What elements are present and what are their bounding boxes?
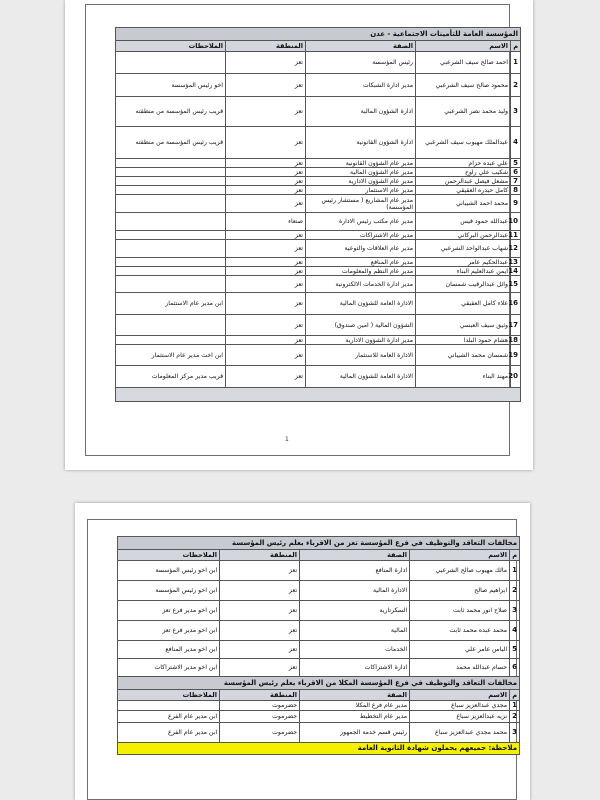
row-position: مدير عام الشؤون المالية: [306, 168, 416, 177]
row-name: وثيق سيف العبسي: [416, 315, 511, 336]
header-name: الاسم: [416, 41, 511, 52]
row-position: مدير عام المشاريع ( مستشار رئيس المؤسسة): [306, 195, 416, 213]
row-position: ادارة الشؤون المالية: [306, 97, 416, 127]
row-notes: [116, 168, 226, 177]
row-notes: [116, 186, 226, 195]
row-number: 2: [510, 711, 520, 723]
row-position: الادارة العامة للاستثمار: [306, 345, 416, 366]
row-region: تعز: [226, 186, 306, 195]
row-name: عبدالله حمود قيس: [416, 213, 511, 231]
row-name: علي عبده حزام: [416, 159, 511, 168]
row-name: محمد عبده محمد ثابت: [410, 621, 510, 641]
row-number: 8: [511, 186, 521, 195]
table-row: [116, 186, 521, 195]
row-number: 3: [510, 601, 520, 621]
row-notes: قريب مدير مركز المعلومات: [116, 366, 226, 388]
row-region: حضرموت: [220, 711, 300, 723]
row-region: تعز: [226, 267, 306, 276]
row-position: السكرتارية: [300, 601, 410, 621]
table-row: [118, 581, 520, 601]
row-position: مدير عام فرع المكلا: [300, 701, 410, 711]
table-row: [116, 127, 521, 159]
row-notes: قريب رئيس المؤسسة من منطقته: [116, 127, 226, 159]
table-row: [116, 276, 521, 293]
row-notes: ابن اخو مدير المنافع: [118, 641, 220, 659]
row-position: مدير عام مكتب رئيس الادارة: [306, 213, 416, 231]
row-number: 5: [510, 641, 520, 659]
row-position: الادارة المالية: [300, 581, 410, 601]
row-region: تعز: [226, 168, 306, 177]
row-name: محمود صالح سيف الشرعبي: [416, 74, 511, 97]
row-position: مدير عام العلاقات والتوعية: [306, 240, 416, 258]
table-row: [116, 345, 521, 366]
row-position: مدير ادارة الشؤون الادارية: [306, 336, 416, 345]
row-name: شمسان محمد الشيباني: [416, 345, 511, 366]
row-position: رئيس المؤسسة: [306, 52, 416, 74]
row-notes: ابن اخو مدير فرع تعز: [118, 601, 220, 621]
row-position: المالية: [300, 621, 410, 641]
header-notes: الملاحظات: [118, 550, 220, 561]
row-region: تعز: [226, 74, 306, 97]
row-notes: [118, 701, 220, 711]
table-row: [116, 52, 521, 74]
row-number: 11: [511, 231, 521, 240]
section-title-row: [118, 677, 520, 690]
footer-cell: [116, 388, 521, 402]
row-position: ادارة الشؤون القانونية: [306, 127, 416, 159]
row-number: 3: [511, 97, 521, 127]
row-number: 17: [511, 315, 521, 336]
row-name: وليد محمد نصر الشرعبي: [416, 97, 511, 127]
row-notes: [116, 258, 226, 267]
row-position: الادارة العامة للشؤون المالية: [306, 366, 416, 388]
row-notes: قريب رئيس المؤسسة من منطقته: [116, 97, 226, 127]
row-notes: [116, 276, 226, 293]
row-name: مجدي عبدالعزيز سباع: [410, 701, 510, 711]
row-region: تعز: [220, 621, 300, 641]
table-row: [118, 711, 520, 723]
row-region: تعز: [226, 345, 306, 366]
header-row: [118, 690, 520, 701]
table-title-mukalla: مخالفات التعاقد والتوظيف في فرع المؤسسة المكلا من الاقرباء بعلم رئيس المؤسسة: [118, 677, 520, 690]
table-row: [116, 159, 521, 168]
row-name: مهند البناء: [416, 366, 511, 388]
row-region: تعز: [220, 641, 300, 659]
row-number: 6: [510, 659, 520, 677]
row-region: تعز: [220, 581, 300, 601]
table-row: [118, 701, 520, 711]
note-row: [118, 743, 520, 755]
row-position: مدير عام الاستثمار: [306, 186, 416, 195]
row-notes: [116, 159, 226, 168]
row-position: مدير ادارة الخدمات الالكترونية: [306, 276, 416, 293]
row-region: حضرموت: [220, 723, 300, 743]
table-row: [116, 258, 521, 267]
row-number: 20: [511, 366, 521, 388]
table-row: [116, 315, 521, 336]
row-position: مدير عام الشؤون الادارية: [306, 177, 416, 186]
row-notes: اخو رئيس المؤسسة: [116, 74, 226, 97]
row-position: ادارة الاشتراكات: [300, 659, 410, 677]
row-position: الشؤون المالية ( امين صندوق): [306, 315, 416, 336]
page-number: 1: [285, 436, 289, 443]
row-region: تعز: [226, 240, 306, 258]
header-num: م: [510, 690, 520, 701]
row-number: 2: [511, 74, 521, 97]
row-number: 1: [510, 561, 520, 581]
row-region: صنعاء: [226, 213, 306, 231]
row-notes: ابن اخو مدير الاشتراكات: [118, 659, 220, 677]
header-notes: الملاحظات: [116, 41, 226, 52]
table-row: [118, 621, 520, 641]
row-region: تعز: [226, 293, 306, 315]
row-name: محمد مجدي عبدالعزيز سباع: [410, 723, 510, 743]
row-number: 14: [511, 267, 521, 276]
table-row: [116, 366, 521, 388]
row-name: وائل عبدالرقيب شمسان: [416, 276, 511, 293]
document-page-1: [65, 0, 533, 470]
row-position: مدير عام الشؤون القانونية: [306, 159, 416, 168]
table-row: [116, 293, 521, 315]
header-position: الصفة: [300, 690, 410, 701]
row-name: عبدالملك مهيوب سيف الشرعبي: [416, 127, 511, 159]
row-number: 3: [510, 723, 520, 743]
row-region: تعز: [226, 258, 306, 267]
row-name: الياس عامر علي: [410, 641, 510, 659]
row-name: نزيه عبدالعزيز سباع: [410, 711, 510, 723]
row-number: 16: [511, 293, 521, 315]
row-region: تعز: [226, 177, 306, 186]
row-region: تعز: [226, 127, 306, 159]
table-row: [118, 561, 520, 581]
row-region: تعز: [226, 159, 306, 168]
row-region: حضرموت: [220, 701, 300, 711]
table-row: [116, 336, 521, 345]
row-notes: ابن اخت مدير عام الاستثمار: [116, 345, 226, 366]
row-name: كامل حيدره العقيقي: [416, 186, 511, 195]
row-name: عبدالرحمن البركاني: [416, 231, 511, 240]
row-position: مدير عام الاشتراكات: [306, 231, 416, 240]
row-name: ابراهيم صالح: [410, 581, 510, 601]
row-number: 19: [511, 345, 521, 366]
row-region: تعز: [226, 336, 306, 345]
header-name: الاسم: [410, 690, 510, 701]
header-region: المنطقة: [226, 41, 306, 52]
row-notes: ابن اخو رئيس المؤسسة: [118, 561, 220, 581]
row-number: 10: [511, 213, 521, 231]
table-row: [116, 267, 521, 276]
row-name: ايمن عبدالعليم البناء: [416, 267, 511, 276]
row-position: مدير ادارة الشبكات: [306, 74, 416, 97]
table-row: [118, 659, 520, 677]
row-notes: [116, 213, 226, 231]
row-position: مدير عام التخطيط: [300, 711, 410, 723]
violations-table: [117, 536, 520, 755]
row-name: احمد صالح سيف الشرعبي: [416, 52, 511, 74]
header-name: الاسم: [410, 550, 510, 561]
row-name: شكيب علي راوح: [416, 168, 511, 177]
row-region: تعز: [220, 601, 300, 621]
header-region: المنطقة: [220, 550, 300, 561]
table-row: [116, 177, 521, 186]
row-region: تعز: [220, 659, 300, 677]
row-notes: [116, 267, 226, 276]
row-region: تعز: [226, 195, 306, 213]
row-number: 9: [511, 195, 521, 213]
row-notes: ابن مدير عام الاستثمار: [116, 293, 226, 315]
row-name: عبدالحكيم عامر: [416, 258, 511, 267]
row-name: هشام حمود البلدا: [416, 336, 511, 345]
table-title: المؤسسة العامة للتأمينات الاجتماعية - عدن: [116, 28, 521, 41]
row-region: تعز: [226, 52, 306, 74]
row-region: تعز: [226, 315, 306, 336]
row-number: 6: [511, 168, 521, 177]
header-region: المنطقة: [220, 690, 300, 701]
table-row: [118, 641, 520, 659]
row-position: ادارة المنافع: [300, 561, 410, 581]
row-notes: ابن مدير عام الفرع: [118, 711, 220, 723]
row-notes: [116, 336, 226, 345]
row-name: مالك مهيوب صالح الشرعبي: [410, 561, 510, 581]
row-notes: ابن اخو رئيس المؤسسة: [118, 581, 220, 601]
table-row: [116, 195, 521, 213]
header-position: الصفة: [300, 550, 410, 561]
row-notes: [116, 231, 226, 240]
row-number: 12: [511, 240, 521, 258]
row-position: الادارة العامة للشؤون المالية: [306, 293, 416, 315]
row-position: الخدمات: [300, 641, 410, 659]
row-name: مشعل فيصل عبدالرحمن: [416, 177, 511, 186]
row-notes: [116, 315, 226, 336]
header-position: الصفة: [306, 41, 416, 52]
row-region: تعز: [226, 276, 306, 293]
row-name: صلاح انور محمد ثابت: [410, 601, 510, 621]
row-region: تعز: [226, 231, 306, 240]
row-name: حسام عبدالله محمد: [410, 659, 510, 677]
note-text: ملاحظة: جميعهم يحملون شهادة الثانوية العامة: [118, 743, 520, 755]
table-footer-row: [116, 388, 521, 402]
row-region: تعز: [226, 366, 306, 388]
row-number: 2: [510, 581, 520, 601]
table-row: [116, 97, 521, 127]
header-num: م: [510, 550, 520, 561]
table-row: [118, 723, 520, 743]
table-title-taiz: مخالفات التعاقد والتوظيف في فرع المؤسسة تعز من الاقرباء بعلم رئيس المؤسسة: [118, 537, 520, 550]
row-number: 18: [511, 336, 521, 345]
table-row: [116, 74, 521, 97]
row-region: تعز: [220, 561, 300, 581]
row-number: 1: [510, 701, 520, 711]
table-row: [116, 231, 521, 240]
row-number: 13: [511, 258, 521, 267]
row-notes: [116, 240, 226, 258]
row-name: محمد احمد الشيباني: [416, 195, 511, 213]
row-notes: ابن مدير عام الفرع: [118, 723, 220, 743]
row-position: رئيس قسم خدمة الجمهور: [300, 723, 410, 743]
row-number: 4: [510, 621, 520, 641]
row-name: علاء كامل العقيقي: [416, 293, 511, 315]
table-row: [116, 168, 521, 177]
row-number: 5: [511, 159, 521, 168]
table-row: [116, 240, 521, 258]
row-number: 7: [511, 177, 521, 186]
row-notes: [116, 52, 226, 74]
row-name: شهاب عبدالواحد الشرعبي: [416, 240, 511, 258]
table-row: [118, 601, 520, 621]
row-number: 4: [511, 127, 521, 159]
row-notes: [116, 177, 226, 186]
row-notes: ابن اخو مدير فرع تعز: [118, 621, 220, 641]
row-position: مدير عام النظم والمعلومات: [306, 267, 416, 276]
row-notes: [116, 195, 226, 213]
employees-table-aden: [115, 27, 521, 402]
table-row: [116, 213, 521, 231]
header-num: م: [511, 41, 521, 52]
document-page-2: [75, 503, 530, 800]
row-position: مدير عام المنافع: [306, 258, 416, 267]
header-notes: الملاحظات: [118, 690, 220, 701]
row-number: 1: [511, 52, 521, 74]
row-number: 15: [511, 276, 521, 293]
row-region: تعز: [226, 97, 306, 127]
